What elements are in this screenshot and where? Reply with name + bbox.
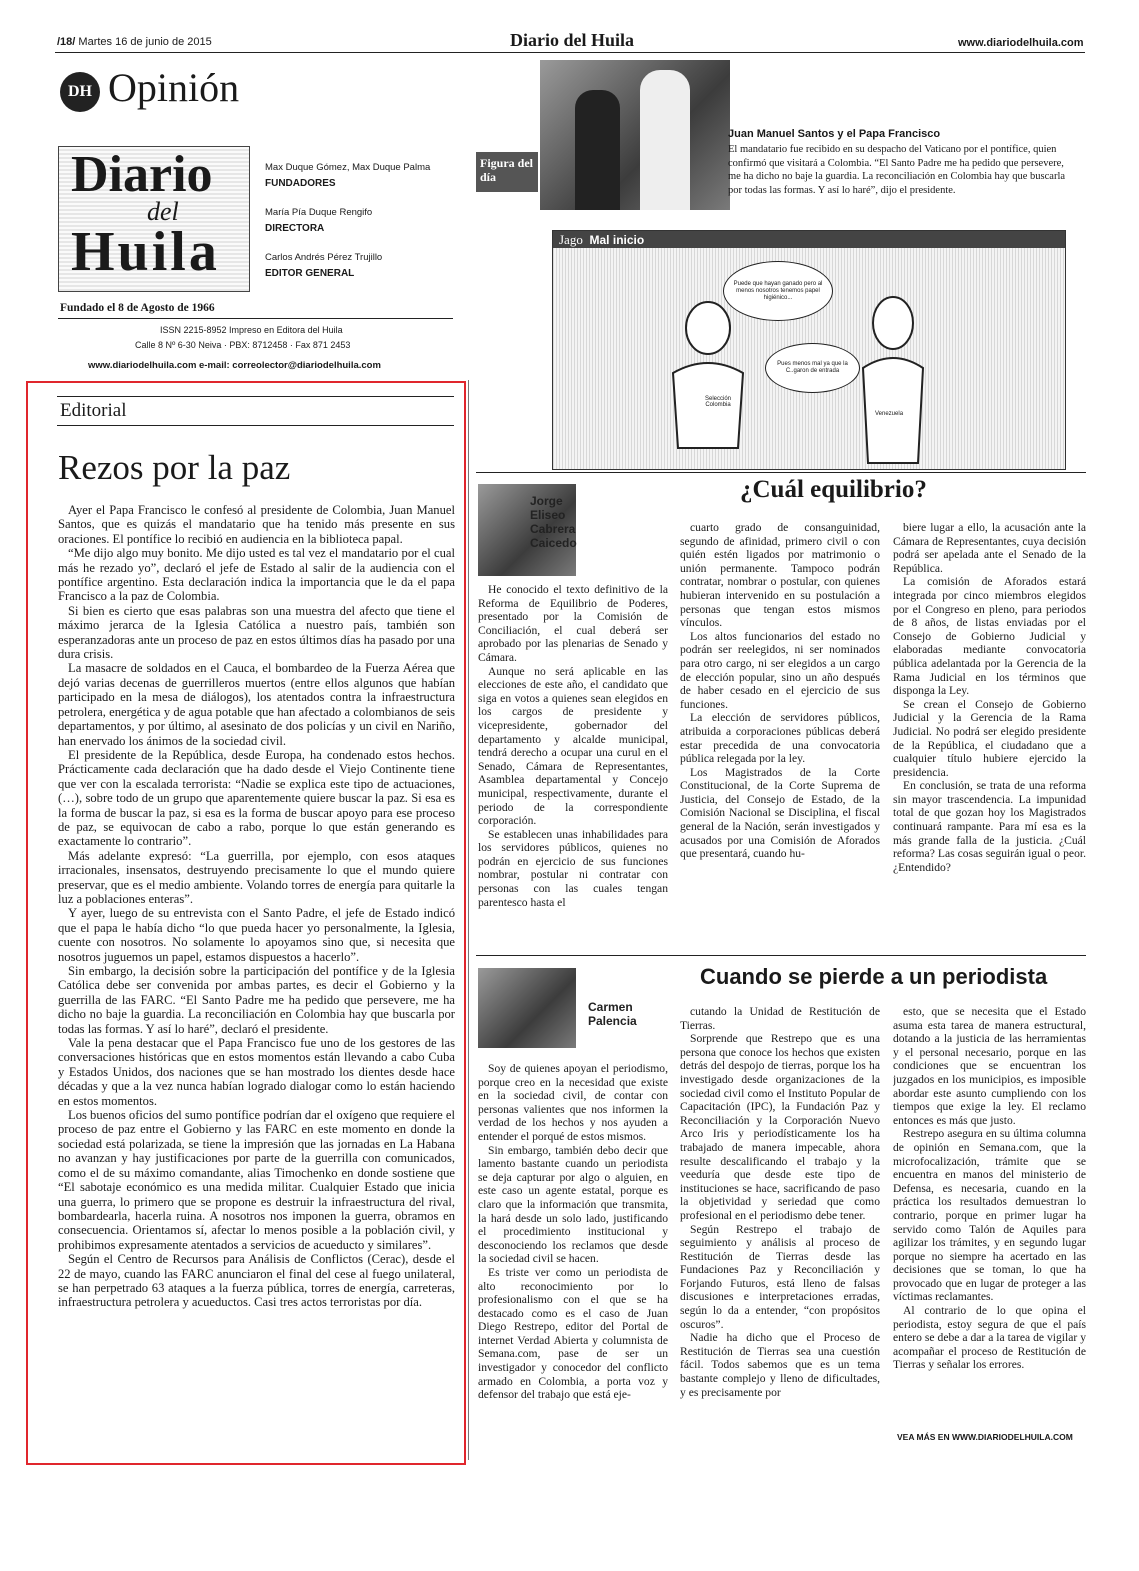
paragraph: Soy de quienes apoyan el periodismo, porque creo en la necesidad que existe en la sociedad civil, de contar con personas valientes que nos informen la verdad de los hechos y nos ayuden a entender el porqué de estos mismos. — [478, 1062, 668, 1143]
column2-col-b — [680, 1005, 880, 1467]
paragraph: Los altos funcionarios del estado no podrán ser reelegidos, ni ser nominados para otro cargo, ni ser elegidos a un cargo de elección popular, sino un año después de haber cesado en el ejercicio de sus funciones. — [680, 629, 880, 711]
paragraph: cuarto grado de consanguinidad, segundo de afinidad, primero civil o con quién estén ligados por matrimonio o unión permanente. Tampoco podrán contratar, nombrar o postular, con quienes hubieran intervenido en su postulación a personas que tengan estos mismos vínculos. — [680, 521, 880, 630]
column2-title: Cuando se pierde a un periodista — [700, 964, 1048, 989]
contact-line: www.diariodelhuila.com e-mail: correolector@diariodelhuila.com — [88, 360, 381, 371]
section-badge: DH — [60, 72, 100, 112]
author-photo-palencia — [478, 968, 576, 1048]
column1-title: ¿Cuál equilibrio? — [740, 476, 927, 503]
paragraph: Los buenos oficios del sumo pontífice podrían dar el oxígeno que requiere el proceso de paz entre el Gobierno y las FARC en este momento en donde la sociedad está polarizada, se tiene la impresión que las jornadas en La Habana no avanzan y hay justificaciones por parte de la guerrilla con comunicados, como el de su máximo comandante, alias Timochenko en donde sostiene que “El sabotaje económico es una medida militar. Cualquier Estado que inicia una guerra, lo primero que se propone es destruir la infraestructura del rival, bombardearla, hacerla ruina. A nosotros nos imponen la guerra, obramos en consecuencia. Orientamos sí, afectar lo menos posible a la población civil, y prohibimos expresamente atentados a servicios de acueducto y similares”. — [58, 1108, 455, 1252]
director-name: María Pía Duque Rengifo — [265, 207, 373, 218]
paragraph: Sin embargo, la decisión sobre la participación del pontífice y de la Iglesia Católica debe ser convenida por ambas partes, es decir el Gobierno y la guerrilla de las FARC. “El Santo Padre me ha pedido que persevere, me ha dicho no baje la guardia. La reconciliación en Colombia hay que buscarla por todas las formas. Y así lo haré”, declaró el presidente. — [58, 964, 455, 1036]
founded-date: Fundado el 8 de Agosto de 1966 — [60, 302, 215, 314]
shirt-colombia: Selección Colombia — [704, 396, 731, 408]
paragraph: He conocido el texto definitivo de la Reforma de Equilibrio de Poderes, presentado por la Comisión de Conciliación, el cual deberá ser aprobado por las plenarias de Senado y Cámara. — [478, 583, 668, 664]
column2-col-c — [893, 1005, 1086, 1425]
paragraph: Nadie ha dicho que el Proceso de Restitución de Tierras sea una cuestión fácil. Todos sabemos que es un tema bastante complejo y lleno de dificultades, y es precisamente por — [680, 1331, 880, 1399]
column2-col-a — [478, 1062, 668, 1467]
paragraph: Si bien es cierto que esas palabras son una muestra del afecto que tiene el máximo jerarca de la Iglesia Católica a nuestro país, también son esperanzadoras ante un proceso de paz en estos últimos días ha pasado por una dura crisis. — [58, 603, 455, 662]
paragraph: La elección de servidores públicos, atribuida a corporaciones públicas deberá estar precedida de una convocatoria pública relegada por la ley. — [680, 711, 880, 766]
paragraph: Ayer el Papa Francisco le confesó al presidente de Colombia, Juan Manuel Santos, que es quizás el mandatario que ha tenido más presente en sus oraciones. El pontífice lo recibió en audiencia en la biblioteca papal. — [58, 503, 455, 546]
paragraph: “Me dijo algo muy bonito. Me dijo usted es tal vez el mandatario por el cual más he rezado yo”, declaró el jefe de Estado al salir de la audiencia con el pontífice argentino. Esta declaración indica la importancia que le da el papa Francisco a la paz de Colombia. — [58, 546, 455, 604]
paragraph: Más adelante expresó: “La guerrilla, por ejemplo, con esos ataques irracionales, insensatos, destruyendo precisamente lo que el mundo quiere preservar, que es el medio ambiente. Volando torres de energía para quitarle la luz a poblaciones enteras”. — [58, 848, 455, 906]
editorial-body — [58, 503, 455, 1453]
speech-bubble-2: Pues menos mal ya que la C..garon de entrada — [765, 343, 860, 393]
paragraph: Según Restrepo el trabajo de seguimiento y análisis al proceso de Restitución de Tierras desde las Fundaciones Paz y Reconciliación y Forjando Futuros, está lleno de falsas discusiones e interpretaciones erradas, según lo da a entender, “con propósitos oscuros”. — [680, 1222, 880, 1331]
editor-role: EDITOR GENERAL — [265, 268, 355, 279]
founders-role: FUNDADORES — [265, 178, 336, 189]
cartoon-panel — [552, 230, 1066, 470]
paragraph: Sin embargo, también debo decir que lamento bastante cuando un periodista se deja capturar por algo o alguien, en este caso un agente estatal, porque es claro que la información que transmita, la hará desde un solo lado, justificando el procedimiento institucional y desconociendo los reclamos que desde la sociedad civil se hacen. — [478, 1143, 668, 1266]
founders-names: Max Duque Gómez, Max Duque Palma — [265, 162, 431, 173]
paragraph: cutando la Unidad de Restitución de Tierras. — [680, 1005, 880, 1032]
cartoon-author: Jago — [559, 232, 583, 247]
more-link[interactable]: VEA MÁS EN WWW.DIARIODELHUILA.COM — [897, 1432, 1073, 1442]
paragraph: Sorprende que Restrepo que es una persona que conoce los hechos que existen detrás del despojo de tierras, porque los ha investigado desde organizaciones de la sociedad civil como el Instituto Popular de Capacitación (IPC), la Fundación Paz y Reconciliación y la Corporación Nuevo Arco Iris y periodísticamente los ha trabajado de manera impecable, ahora resulte descalificando el trabajo y la veeduría que desde este tipo de instituciones se hace, sacrificando de paso la objetividad y seriedad que como profesional en el periodismo debe tener. — [680, 1032, 880, 1222]
paragraph: Aunque no será aplicable en las elecciones de este año, el candidato que siga en votos a quienes sean elegidos en los cargos de presidente y vicepresidente, gobernador del departamento y alcalde municipal, tendrá derecho a ocupar una curul en el Senado, Cámara de Representantes, Asamblea departamental y Concejo municipal, respectivamente, durante el periodo de la correspondiente corporación. — [478, 664, 668, 828]
editorial-title: Rezos por la paz — [58, 448, 291, 487]
paragraph: El presidente de la República, desde Europa, ha condenado estos hechos. Prácticamente cada declaración que ha dado desde el Viejo Continente tiene que ver con la escalada terrorista: “Nadie se explica este tipo de actuaciones, (…), sobre todo de un grupo que aparentemente quiere buscar la paz. Si esa es la forma de buscar la paz, si esa es la forma de buscar apoyo para ese proceso de paz, se equivocan de cabo a rabo, porque lo que están generando es exactamente lo contrario”. — [58, 747, 455, 849]
paragraph: Al contrario de lo que opina el periodista, estoy segura de que el país entero se debe a dar a la tarea de vigilar y acompañar el proceso de Restitución de Tierras y señalar los errores. — [893, 1304, 1086, 1372]
paragraph: Es triste ver como un periodista de alto reconocimiento por lo profesionalismo con el que se ha destacado como es el caso de Juan Diego Restrepo, editor del Portal de internet Verdad Abierta y columnista de Semana.com, pase de ser un investigador y conocedor del conflicto armado en Colombia, a porta voz y defensor del trabajo que está eje- — [478, 1265, 668, 1402]
santos-pope-photo — [540, 60, 730, 210]
cartoon-title: Mal inicio — [589, 233, 645, 247]
director-role: DIRECTORA — [265, 223, 325, 234]
figura-label: Figura del día — [476, 152, 538, 192]
speech-bubble-1: Puede que hayan ganado pero al menos nosotros tenemos papel higiénico... — [723, 261, 833, 321]
editor-name: Carlos Andrés Pérez Trujillo — [265, 252, 383, 263]
paragraph: Según el Centro de Recursos para Análisis de Conflictos (Cerac), desde el 22 de mayo, cuando las FARC anunciaron el final del cese al fuego unilateral, se han perpetrado 63 ataques a la fuerza pública, torres de energía, carreteras, infraestructura petrolera y acueductos. Casi tres actos terroristas por día. — [58, 1252, 455, 1310]
paragraph: Y ayer, luego de su entrevista con el Santo Padre, el jefe de Estado indicó que el papa le había dicho “lo que pueda hacer yo personalmente, la Iglesia, cuente con nosotros. No solamente lo apoyamos sino que, si necesita que nosotros juguemos un papel, estamos dispuestos a hacerlo”. — [58, 906, 455, 964]
masthead-logo: Diario del Huila — [58, 146, 250, 292]
editorial-kicker: Editorial — [60, 400, 127, 421]
page-number: /18/ Martes 16 de junio de 2015 — [57, 36, 212, 48]
figura-title: Juan Manuel Santos y el Papa Francisco — [728, 128, 941, 140]
shirt-venezuela: Venezuela — [875, 411, 904, 417]
column1-col-a — [478, 583, 668, 943]
paragraph: Restrepo asegura en su última columna de opinión en Semana.com, que la microfocalización, trámite que se encuentra en manos del ministerio de Defensa, es necesaria, cuando en la práctica los resultados demuestran lo contrario, porque en primer lugar ha servido como Talón de Aquiles para agilizar los trámites, y en segundo lugar porque no siempre ha acertado en las decisiones que se toman, lo que ha provocado que en lugar de proteger a las víctimas reclamantes. — [893, 1127, 1086, 1304]
paragraph: Se establecen unas inhabilidades para los servidores públicos, quienes no podrán en ejercicio de sus funciones nombrar, postular ni contratar con personas con las cuales tengan parentesco hasta el — [478, 827, 668, 909]
author-cabrera: Jorge Eliseo Cabrera Caicedo — [530, 494, 577, 550]
address: Calle 8 Nº 6-30 Neiva · PBX: 8712458 · Fax 871 2453 — [135, 340, 351, 350]
paragraph: Se crean el Consejo de Gobierno Judicial y la Gerencia de la Rama Judicial. No podrá ser elegido presidente de la República, el ciudadano que a cualquier título hubiere ejercido la presidencia. — [893, 697, 1086, 779]
paragraph: Vale la pena destacar que el Papa Francisco fue uno de los gestores de las conversaciones históricas que en estos momentos están llevando a cabo Cuba y Estados Unidos, dos naciones que se han mostrado los dientes desde hace décadas y que a la vez nunca habían logrado dialogar como lo están haciendo en estos momentos. — [58, 1036, 455, 1108]
section-title: Opinión — [108, 65, 240, 110]
header-url: www.diariodelhuila.com — [958, 37, 1084, 49]
cartoon-figures — [553, 248, 1065, 469]
paragraph: La masacre de soldados en el Cauca, el bombardeo de la Fuerza Aérea que dejó varias decenas de guerrilleros muertos (entre ellos algunos que habían participado en la mesa de diálogos), los atentados contra la infraestructura petrolera, energética y de agua potable que han afectado a colombianos de seis departamentos, y por último, al asesinato de dos policías y un civil en Nariño, han enervado los ánimos de la sociedad civil. — [58, 661, 455, 748]
column1-col-b — [680, 521, 880, 943]
paragraph: La comisión de Aforados estará integrada por cinco miembros elegidos por el Congreso en pleno, para periodos de 8 años, de listas enviadas por el Consejo de Gobierno Judicial y elaboradas mediante convocatoria pública adelantada por la Gerencia de la Rama Judicial en los términos que disponga la Ley. — [893, 575, 1086, 698]
paragraph: biere lugar a ello, la acusación ante la Cámara de Representantes, cuya decisión podrá ser apelada ante el Senado de la República. — [893, 521, 1086, 575]
author-palencia: Carmen Palencia — [588, 1000, 637, 1028]
issn: ISSN 2215-8952 Impreso en Editora del Huila — [160, 325, 343, 335]
paragraph: Los Magistrados de la Corte Constitucional, de la Corte Suprema de Justicia, del Consejo de Estado, de la Comisión Nacional se Disciplina, el fiscal general de la Nación, serán investigados y acusados por una Comisión de Aforados que presentará, cuando hu- — [680, 765, 880, 861]
paragraph: En conclusión, se trata de una reforma sin mayor trascendencia. La impunidad total de que gozan hoy los Magistrados continuará rampante. Para mí esa es la más grande falla de la justicia. ¿Cuál reforma? Las cosas seguirán igual o peor. ¿Entendido? — [893, 779, 1086, 874]
column1-col-c — [893, 521, 1086, 943]
paragraph: esto, que se necesita que el Estado asuma esta tarea de manera estructural, dotando a la justicia de las herramientas y el personal necesario, porque en las condiciones que se encuentran los juzgados en los municipios, es imposible abordar este asunto cumpliendo con los tiempos que exige la ley. El reclamo entonces es más que justo. — [893, 1005, 1086, 1127]
figura-text: El mandatario fue recibido en su despacho del Vaticano por el pontífice, quien confirmó que visitará a Colombia. “El Santo Padre me ha pedido que persevere, me ha dicho no baje la guardia. La reconciliación en Colombia hay que buscarla por todas las formas. Y así lo haré”, dijo el presidente. — [728, 144, 1066, 196]
paper-name: Diario del Huila — [510, 30, 635, 50]
